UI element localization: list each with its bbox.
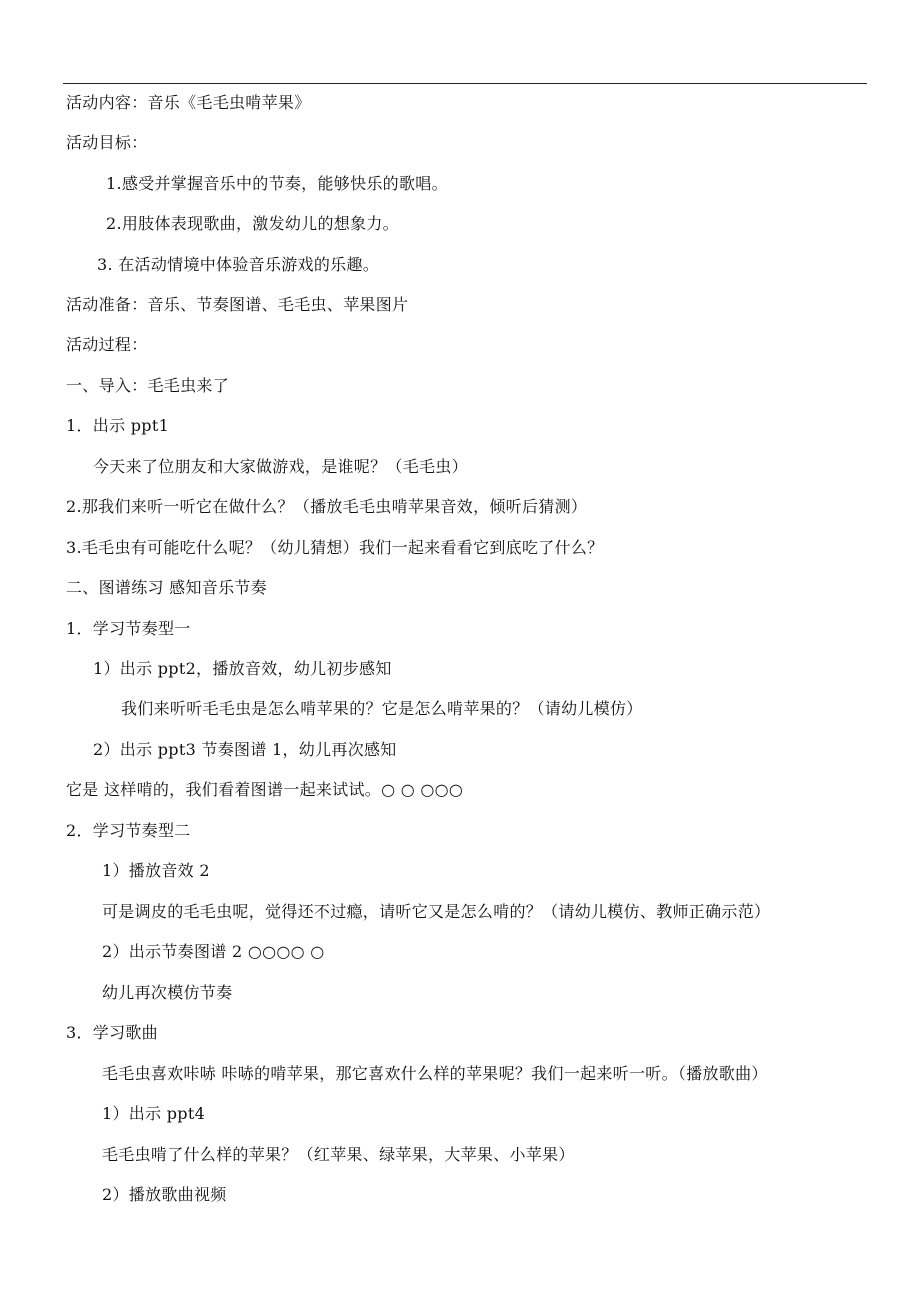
activity-title: 活动内容：音乐《毛毛虫啃苹果》	[66, 93, 311, 112]
substep-2-1-1: 1）出示 ppt2，播放音效，幼儿初步感知	[93, 659, 392, 678]
step-1-3: 3.毛毛虫有可能吃什么呢？（幼儿猜想）我们一起来看看它到底吃了什么？	[66, 538, 604, 557]
paragraph-naughty: 可是调皮的毛毛虫呢，觉得还不过瘾，请听它又是怎么啃的？（请幼儿模仿、教师正确示范）	[102, 902, 771, 921]
header-rule	[63, 83, 867, 84]
step-1-1: 1．出示 ppt1	[66, 416, 170, 435]
paragraph-apples: 毛毛虫啃了什么样的苹果？（红苹果、绿苹果，大苹果、小苹果）	[102, 1145, 575, 1164]
rhythm-pattern-2: 2）出示节奏图谱 2 ○○○○ ○	[102, 942, 325, 961]
substep-2-2-1: 1）播放音效 2	[102, 861, 210, 880]
substep-2-1-2: 2）出示 ppt3 节奏图谱 1，幼儿再次感知	[93, 740, 397, 759]
step-2-1: 1．学习节奏型一	[66, 619, 191, 638]
preparation-line: 活动准备：音乐、节奏图谱、毛毛虫、苹果图片	[66, 295, 409, 314]
step-2-2: 2．学习节奏型二	[66, 821, 191, 840]
section-1-heading: 一、导入：毛毛虫来了	[66, 376, 230, 395]
step-1-2: 2.那我们来听一听它在做什么？（播放毛毛虫啃苹果音效，倾听后猜测）	[66, 497, 588, 516]
substep-2-3-1: 1）出示 ppt4	[102, 1104, 206, 1123]
paragraph-listen: 我们来听听毛毛虫是怎么啃苹果的？它是怎么啃苹果的？（请幼儿模仿）	[121, 699, 643, 718]
substep-2-3-2: 2）播放歌曲视频	[102, 1185, 227, 1204]
goal-item-2: 2.用肢体表现歌曲，激发幼儿的想象力。	[106, 214, 399, 233]
goal-item-3: 3. 在活动情境中体验音乐游戏的乐趣。	[97, 255, 380, 274]
paragraph-imitate: 幼儿再次模仿节奏	[102, 983, 233, 1002]
paragraph-song: 毛毛虫喜欢咔哧 咔哧的啃苹果，那它喜欢什么样的苹果呢？我们一起来听一听。（播放歌曲）	[102, 1064, 768, 1083]
process-heading: 活动过程：	[66, 335, 148, 354]
paragraph-intro: 今天来了位朋友和大家做游戏，是谁呢？（毛毛虫）	[93, 457, 468, 476]
step-2-3: 3．学习歌曲	[66, 1023, 158, 1042]
rhythm-pattern-1: 它是 这样啃的，我们看着图谱一起来试试。○ ○ ○○○	[66, 780, 464, 799]
goal-item-1: 1.感受并掌握音乐中的节奏，能够快乐的歌唱。	[106, 174, 448, 193]
goals-heading: 活动目标：	[66, 133, 148, 152]
section-2-heading: 二、图谱练习 感知音乐节奏	[66, 578, 267, 597]
